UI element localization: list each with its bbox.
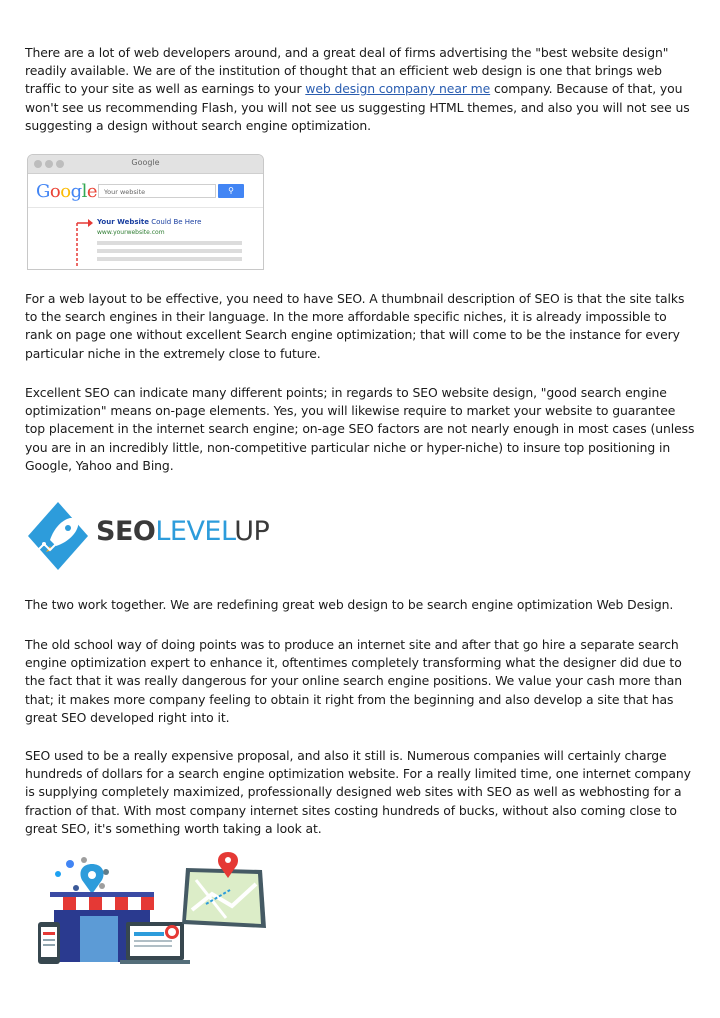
tablet-map-icon (182, 852, 266, 928)
result-title: Your Website Could Be Here (97, 218, 202, 226)
arrow-icon (73, 217, 93, 267)
laptop-icon (120, 922, 190, 964)
paragraph-intro (25, 44, 697, 135)
placeholder-line (97, 249, 242, 253)
divider (28, 207, 263, 208)
google-search-illustration (27, 154, 264, 270)
paragraph-old-school: The old school way of doing points was to produce an internet site and after that go hire a separate search engine optimization expert to enhance it, oftentimes completely transforming what the designer did due to the fact that it was really dangerous for your online search engine positions. We value your cash more than that; it makes more company feeling to obtain it right from the beginning and also develop a site that has great SEO developed right into it. (25, 637, 682, 725)
seo-level-up-logo (26, 500, 270, 572)
web-design-company-link[interactable]: web design company near me (305, 81, 491, 97)
paragraph-seo-intro: For a web layout to be effective, you need to have SEO. A thumbnail description of SEO is that the site talks to the search engines in their language. In the more affordable specific niches, it is already impossible to rank on page one without excellent Search engine optimization; that will come to be the instance for every particular niche in the extremely close to future. (25, 291, 685, 361)
location-pin-icon (80, 864, 103, 894)
award-badge-icon (165, 925, 179, 939)
paragraph-text: There are a lot of web developers around, and a great deal of firms advertising the "best website design" readily available. We are of the institution of thought that an efficient web design is one that brings web traffic to your site as well as earnings to your (25, 45, 669, 97)
placeholder-line (97, 241, 242, 245)
paragraph-seo-points: Excellent SEO can indicate many different points; in regards to SEO website design, "good search engine optimization" means on-page elements. Yes, you will likewise require to market your website to guarantee top placement in the internet search engine; on-age SEO factors are not nearly enough in most cases (unless you are in an incredibly little, non-competitive particular niche or hyper-niche) to insure top positioning in Google, Yahoo and Bing. (25, 385, 695, 473)
phone-icon (38, 922, 60, 964)
browser-window (27, 154, 264, 270)
paragraph-seo-cost: SEO used to be a really expensive proposal, and also it still is. Numerous companies will certainly charge hundreds of dollars for a search engine optimization website. For a really limited time, one internet company is supplying completely maximized, professionally designed web sites with SEO as well as webhosting for a fraction of that. With most company internet sites costing hundreds of bucks, without also coming close to great SEO, it's something worth taking a look at. (25, 748, 691, 836)
browser-title-bar (28, 155, 263, 174)
rocket-diamond-icon (26, 500, 90, 572)
paragraph-text: company. Because of that, you won't see us recommending Flash, you will not see us suggesting HTML themes, and also you will not see us suggesting a design without search engine optimization. (25, 81, 690, 133)
paragraph-work-together: The two work together. We are redefining great web design to be search engine optimization Web Design. (25, 597, 674, 612)
placeholder-line (97, 257, 242, 261)
search-box: Your website (98, 184, 216, 198)
result-url: www.yourwebsite.com (97, 229, 165, 236)
browser-title: Google (131, 158, 160, 167)
local-seo-illustration (36, 850, 268, 968)
search-button (218, 184, 244, 198)
seo-level-up-wordmark: SEOLEVELUP (96, 516, 270, 547)
google-logo: Google (36, 181, 98, 202)
search-icon: ⚲ (228, 186, 234, 195)
